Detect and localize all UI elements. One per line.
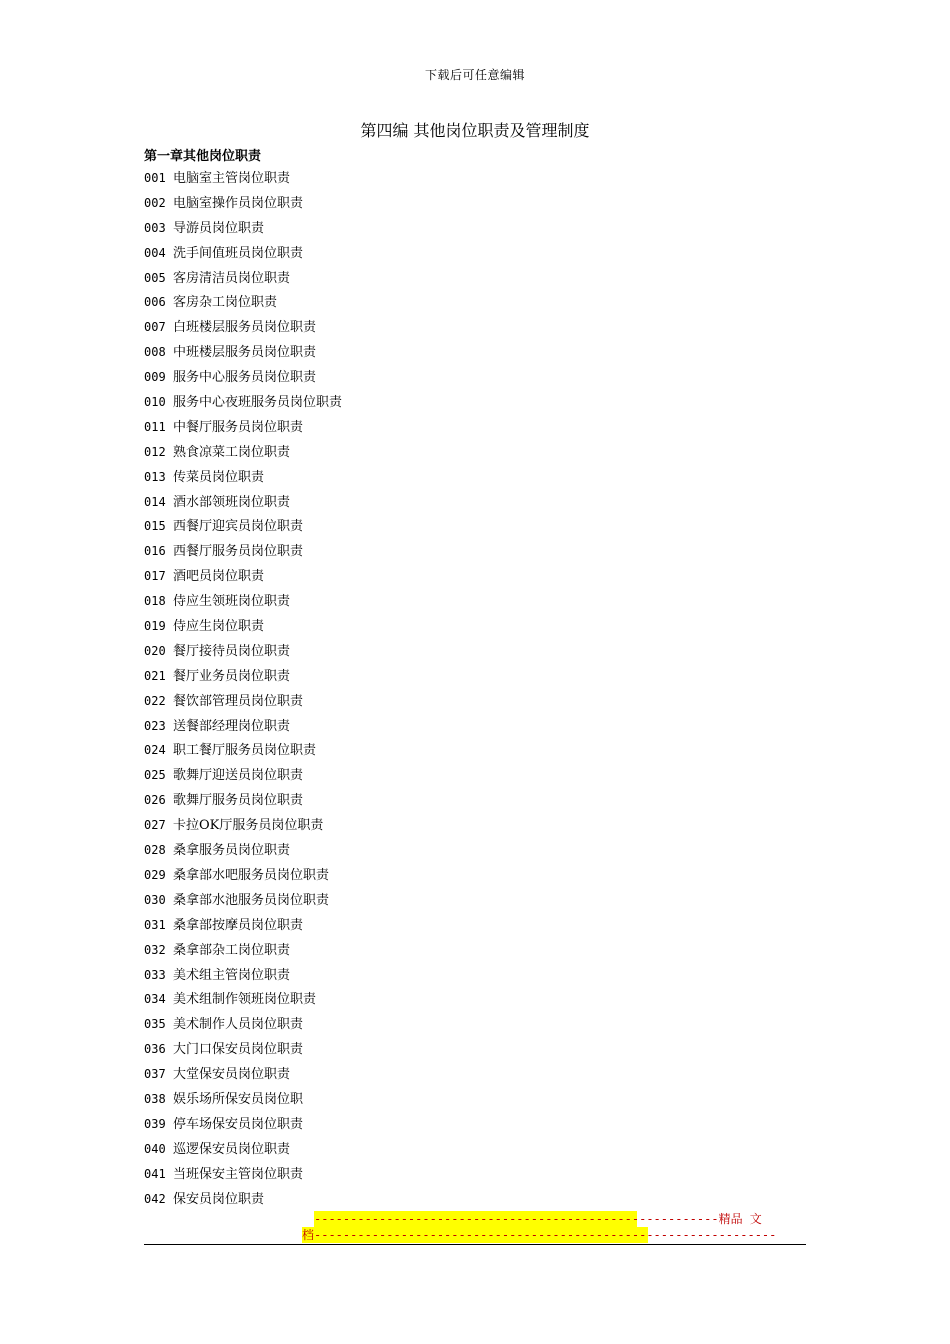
toc-item [144,390,342,415]
toc-item-number: 042 [144,1191,166,1206]
toc-item [144,838,342,863]
toc-item [144,614,342,639]
toc-item-title: 中餐厅服务员岗位职责 [173,419,304,435]
toc-item-title: 餐饮部管理员岗位职责 [173,693,304,709]
chapter-heading: 第一章其他岗位职责 [144,149,262,164]
toc-item-title: 当班保安主管岗位职责 [173,1166,304,1182]
toc-item [144,290,342,315]
header-note: 下载后可任意编辑 [424,68,525,82]
toc-item-number: 004 [144,245,166,260]
toc-item [144,664,342,689]
toc-item [144,963,342,988]
toc-item [144,166,342,191]
toc-item-number: 002 [144,195,166,210]
document-title: 第四编 其他岗位职责及管理制度 [360,121,590,140]
toc-item-number: 026 [144,793,166,808]
toc-item-number: 005 [144,270,166,285]
toc-item-number: 032 [144,942,166,957]
toc-item-number: 008 [144,345,166,360]
toc-item [144,738,342,763]
toc-item [144,813,342,838]
toc-item-number: 033 [144,967,166,982]
toc-item-number: 009 [144,370,166,385]
toc-item-title: 巡逻保安员岗位职责 [173,1141,291,1157]
toc-item [144,987,342,1012]
toc-item [144,216,342,241]
toc-item [144,1187,342,1212]
toc-item-number: 014 [144,494,166,509]
toc-item [144,1037,342,1062]
toc-item-number: 001 [144,171,166,185]
toc-item [144,1162,342,1187]
toc-item-title: 服务中心夜班服务员岗位职责 [173,395,343,411]
toc-item-title: 电脑室操作员岗位职责 [173,195,304,211]
toc-item-number: 003 [144,220,166,235]
toc-item [144,589,342,614]
toc-item-title: 大门口保安员岗位职责 [173,1042,304,1058]
toc-item [144,1137,342,1162]
toc-item-number: 034 [144,992,166,1007]
toc-item-number: 024 [144,743,166,758]
toc-item [144,539,342,564]
toc-item [144,714,342,739]
toc-item-title: 送餐部经理岗位职责 [173,718,291,734]
toc-item [144,788,342,813]
toc-item-title: 桑拿部按摩员岗位职责 [173,917,304,933]
toc-item-number: 040 [144,1141,166,1156]
footer-watermark-line2: 档---------------------------------------------------------------- [302,1228,777,1242]
toc-item-title: 停车场保安员岗位职责 [173,1116,304,1132]
toc-item-title: 西餐厅服务员岗位职责 [173,544,304,560]
toc-item-title: 服务中心服务员岗位职责 [173,370,317,386]
toc-item-title: 职工餐厅服务员岗位职责 [173,743,317,759]
toc-item-title: 传菜员岗位职责 [173,469,265,485]
toc-item [144,440,342,465]
toc-item-title: 餐厅业务员岗位职责 [173,668,291,684]
toc-item [144,888,342,913]
toc-item [144,938,342,963]
toc-item-title: 歌舞厅服务员岗位职责 [173,793,304,809]
toc-item-number: 039 [144,1116,166,1131]
toc-item [144,241,342,266]
toc-item [144,415,342,440]
toc-item-number: 035 [144,1017,166,1032]
toc-item-number: 010 [144,395,166,410]
toc-item [144,564,342,589]
toc-item-title: 桑拿部杂工岗位职责 [173,942,291,958]
toc-item-title: 保安员岗位职责 [173,1191,265,1207]
toc-item [144,1087,342,1112]
toc-list [144,166,342,1211]
toc-item-title: 大堂保安员岗位职责 [173,1067,291,1083]
toc-item-title: 桑拿服务员岗位职责 [173,843,291,859]
toc-item-number: 017 [144,569,166,584]
toc-item-number: 016 [144,544,166,559]
toc-item [144,1112,342,1137]
toc-item-title: 美术组制作领班岗位职责 [173,992,317,1008]
toc-item-number: 027 [144,818,166,833]
toc-item-title: 导游员岗位职责 [173,220,265,236]
footer-divider [144,1244,806,1245]
toc-item-number: 036 [144,1042,166,1057]
toc-item [144,639,342,664]
toc-item [144,340,342,365]
toc-item-title: 侍应生岗位职责 [173,619,265,635]
toc-item [144,763,342,788]
toc-item [144,913,342,938]
toc-item-title: 白班楼层服务员岗位职责 [173,320,317,336]
toc-item-number: 015 [144,519,166,534]
toc-item-title: 卡拉OK厅服务员岗位职责 [173,818,324,834]
toc-item-title: 客房清洁员岗位职责 [173,270,291,286]
toc-item [144,315,342,340]
toc-item-title: 桑拿部水吧服务员岗位职责 [173,867,330,883]
toc-item-number: 007 [144,320,166,335]
toc-item-number: 006 [144,295,166,310]
toc-item-number: 038 [144,1091,166,1106]
toc-item [144,365,342,390]
toc-item-number: 012 [144,444,166,459]
toc-item [144,863,342,888]
toc-item-number: 011 [144,419,166,434]
toc-item-number: 013 [144,469,166,484]
toc-item-title: 客房杂工岗位职责 [173,295,278,311]
toc-item-number: 023 [144,718,166,733]
toc-item-title: 酒吧员岗位职责 [173,569,265,585]
toc-item-number: 018 [144,594,166,609]
toc-item-number: 020 [144,643,166,658]
toc-item-title: 歌舞厅迎送员岗位职责 [173,768,304,784]
toc-item-number: 031 [144,917,166,932]
toc-item [144,490,342,515]
toc-item [144,1062,342,1087]
toc-item-title: 美术制作人员岗位职责 [173,1017,304,1033]
toc-item-number: 028 [144,843,166,858]
toc-item-number: 025 [144,768,166,783]
toc-item-number: 022 [144,693,166,708]
toc-item-title: 电脑室主管岗位职责 [173,171,291,186]
toc-item-number: 030 [144,892,166,907]
toc-item [144,191,342,216]
toc-item-number: 029 [144,867,166,882]
toc-item-title: 侍应生领班岗位职责 [173,594,291,610]
toc-item-title: 酒水部领班岗位职责 [173,494,291,510]
toc-item-title: 中班楼层服务员岗位职责 [173,345,317,361]
toc-item-number: 021 [144,668,166,683]
toc-item-number: 037 [144,1067,166,1082]
toc-item [144,514,342,539]
toc-item-title: 娱乐场所保安员岗位职 [173,1091,304,1107]
toc-item-number: 041 [144,1166,166,1181]
toc-item [144,266,342,291]
toc-item-title: 熟食凉菜工岗位职责 [173,444,291,460]
footer-watermark-line1: --------------------------------------------------------精品 文 [314,1212,762,1226]
toc-item-title: 美术组主管岗位职责 [173,967,291,983]
toc-item-title: 桑拿部水池服务员岗位职责 [173,892,330,908]
toc-item-title: 西餐厅迎宾员岗位职责 [173,519,304,535]
toc-item-title: 餐厅接待员岗位职责 [173,643,291,659]
toc-item [144,465,342,490]
toc-item-number: 019 [144,619,166,634]
toc-item-title: 洗手间值班员岗位职责 [173,245,304,261]
toc-item [144,1012,342,1037]
toc-item [144,689,342,714]
